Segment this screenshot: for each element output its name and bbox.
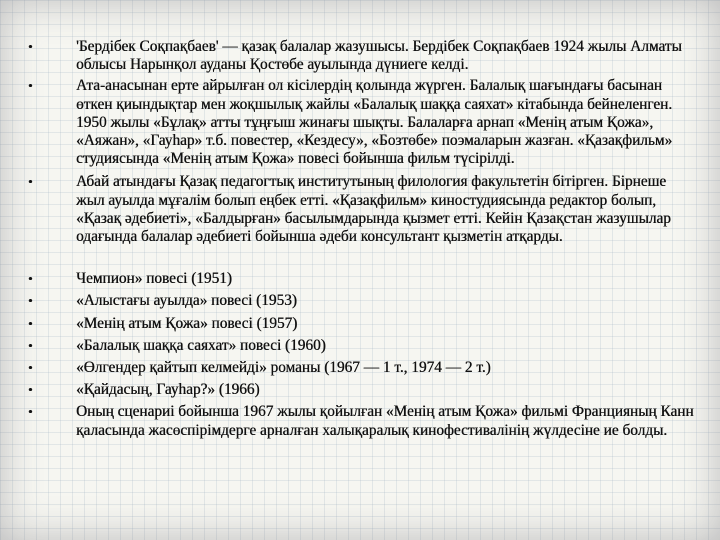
- work-item-text: Оның сценариі бойынша 1967 жылы қойылған «Менің атым Қожа» фильмі Францияның Канн қаласында жасөспірімдерге арналған халықаралық кинофестивалінің жүлдесіне ие болды.: [76, 403, 694, 439]
- list-item: [28, 173, 698, 246]
- bullet-icon: •: [28, 39, 33, 54]
- list-item: [28, 337, 698, 355]
- bullet-icon: •: [28, 382, 33, 398]
- slide-content: [28, 38, 698, 444]
- list-item: [28, 38, 698, 74]
- bullet-icon: •: [28, 360, 33, 376]
- list-item: [28, 359, 698, 377]
- work-item-text: «Қайдасың, Гауһар?» (1966): [76, 381, 260, 399]
- list-item: [28, 315, 698, 333]
- list-item: [28, 381, 698, 399]
- bullet-icon: •: [28, 315, 33, 331]
- work-item-text: Чемпион» повесі (1951): [76, 270, 232, 288]
- work-item-text: «Менің атым Қожа» повесі (1957): [76, 314, 298, 332]
- list-item: [28, 77, 698, 168]
- work-item-text: «Алыстағы ауылда» повесі (1953): [76, 292, 297, 310]
- bullet-icon: •: [28, 337, 33, 353]
- bio-paragraph-text: 'Бердібек Соқпақбаев' — қазақ балалар жазушысы. Бердібек Соқпақбаев 1924 жылы Алматы облысы Нарынқол ауданы Қостөбе ауылында дүниеге келді.: [76, 38, 682, 74]
- works-list: [28, 270, 698, 440]
- bullet-icon: •: [28, 174, 33, 190]
- list-item: [28, 270, 698, 288]
- list-item: [28, 292, 698, 310]
- bio-paragraph-text: Абай атындағы Қазақ педагогтық институтының филология факультетін бітірген. Бірнеше жыл ауылда мұғалім болып еңбек етті. «Қазақфильм» киностудиясында редактор болып, «Қазақ әдебиеті», «Балдырған» басылымдарында қызмет етті. Кейін Қазақстан жазушылар одағында балалар әдебиеті бойынша әдеби консультант қызметін атқарды.: [76, 173, 671, 246]
- bullet-icon: •: [28, 293, 33, 309]
- bullet-icon: •: [28, 78, 33, 94]
- bullet-icon: •: [28, 271, 33, 287]
- work-item-text: «Өлгендер қайтып келмейді» романы (1967 — 1 т., 1974 — 2 т.): [76, 359, 491, 377]
- bullet-icon: •: [28, 404, 33, 420]
- bio-paragraph-text: Ата-анасынан ерте айрылған ол кісілердің қолында жүрген. Балалық шағындағы басынан өткен қиындықтар мен жоқшылық жайлы «Балалық шаққа саяхат» кітабында бейнеленген. 1950 жылы «Бұлақ» атты тұңғыш жинағы шықты. Балаларға арнап «Менің атым Қожа», «Аяжан», «Гауһар» т.б. повестер, «Кездесу», «Бозтөбе» поэмаларын жазған. «Қазақфильм» студиясында «Менің атым Қожа» повесі бойынша фильм түсірілді.: [76, 77, 673, 168]
- biography-list: [28, 38, 698, 246]
- work-item-text: «Балалық шаққа саяхат» повесі (1960): [76, 336, 326, 354]
- list-item: [28, 403, 698, 439]
